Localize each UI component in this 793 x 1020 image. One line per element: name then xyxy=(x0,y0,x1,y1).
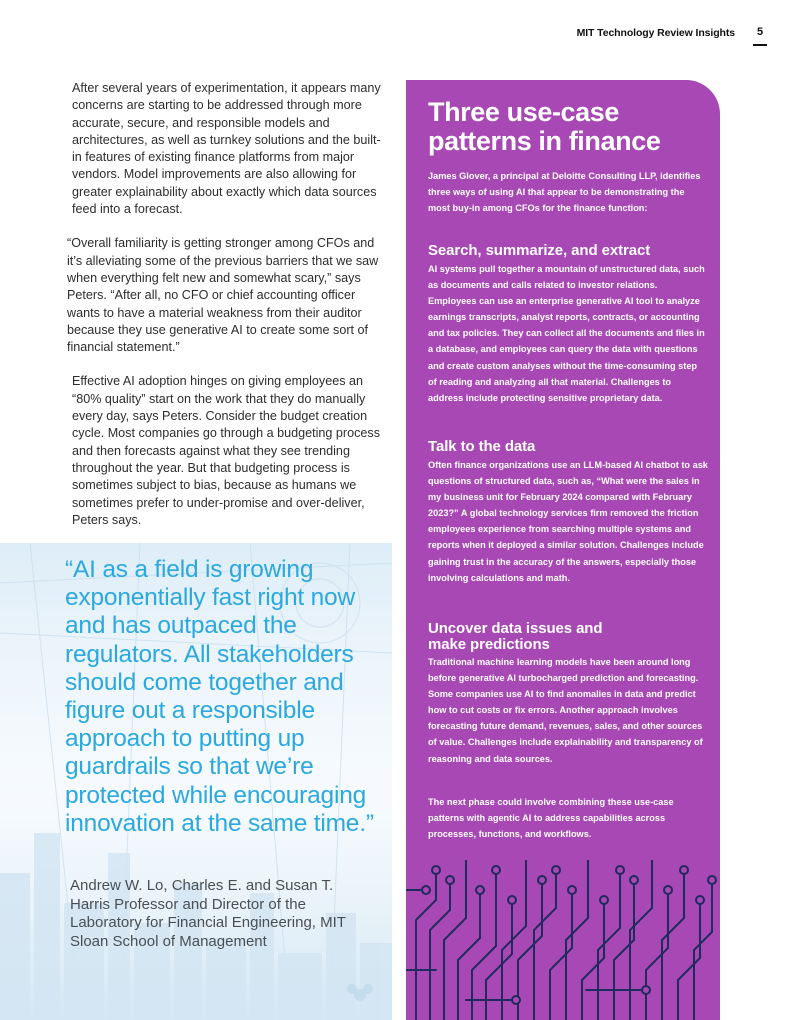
sidebar-body-search: AI systems pull together a mountain of unstructured data, such as documents and calls related to investor relations. Employees can use an enterprise generative AI tool to analyze earnings transcripts, analyst reports, contracts, or accounting and tax policies. They can collect all the documents and files in a database, and employees can query the data with questions and create custom analyses without the time-consuming step of reading and analyzing all that material. Challenges to address include protecting sensitive proprietary data. xyxy=(428,264,705,403)
body-paragraph: “Overall familiarity is getting stronger among CFOs and it’s alleviating some of the previous barriers that we saw when everything felt new and somewhat scary,” says Peters. “After all, no CFO or chief accounting officer wants to have a material weakness from their auditor because they use generative AI to create some sort of financial statement.” xyxy=(67,236,379,355)
pull-quote-attribution: Andrew W. Lo, Charles E. and Susan T. Harris Professor and Director of the Laboratory for Financial Engineering, MIT Sloan School of Management xyxy=(70,877,346,950)
body-paragraph: After several years of experimentation, it appears many concerns are starting to be addressed through more accurate, secure, and responsible models and architectures, as well as turnkey solutions and the built-in features of existing finance platforms from major vendors. Model improvements are also allowing for greater explainability about exactly which data sources feed into a forecast. xyxy=(72,81,381,217)
page-header xyxy=(577,26,767,46)
sidebar-heading-search: Search, summarize, and extract xyxy=(428,242,651,259)
body-paragraph: Effective AI adoption hinges on giving employees an “80% quality” start on the work that they do manually every day, says Peters. Consider the budget creation cycle. Most companies go through a budgeting process and then forecasts against what they see trending throughout the year. But that budgeting process is sometimes subject to bias, because as humans we sometimes prefer to under-promise and over-deliver, Peters says. xyxy=(72,374,381,527)
page-number: 5 xyxy=(756,26,764,38)
sidebar-title: Three use-case patterns in finance xyxy=(428,97,661,156)
page-number-rule xyxy=(753,44,767,46)
sidebar-heading-talk: Talk to the data xyxy=(428,438,536,455)
publication-name: MIT Technology Review Insights xyxy=(576,27,735,39)
sidebar-body-talk: Often finance organizations use an LLM-based AI chatbot to ask questions of structured data, such as, “What were the sales in my business unit for February 2024 compared with February 2023?” A global technology services firm removed the friction employees experience from searching multiple systems and reports when it deployed a similar solution. Challenges include gaining trust in the accuracy of the answers, especially those involving calculations and math. xyxy=(428,460,708,583)
sidebar-closing: The next phase could involve combining these use-case patterns with agentic AI to address capabilities across processes, functions, and workflows. xyxy=(428,797,674,840)
circuit-board-illustration xyxy=(406,860,720,1020)
pull-quote-text: “AI as a field is growing exponentially fast right now and has outpaced the regulators. All stakeholders should come together and figure out a responsible approach to putting up guardrails so that we’re protected while encouraging innovation at the same time.” xyxy=(65,556,374,837)
use-case-sidebar xyxy=(406,80,720,1020)
sidebar-intro: James Glover, a principal at Deloitte Consulting LLP, identifies three ways of using AI that appear to be demonstrating the most buy-in among CFOs for the finance function: xyxy=(428,171,701,214)
sidebar-heading-predict: Uncover data issues and make predictions xyxy=(428,620,603,653)
page-number-block xyxy=(753,26,767,46)
sidebar-body-predict: Traditional machine learning models have been around long before generative AI turbocharged prediction and forecasting. Some companies use AI to find anomalies in data and predict how to cut costs or fix errors. Another approach involves forecasting future demand, revenues, sales, and other sources of value. Challenges include explainability and transparency of reasoning and data sources. xyxy=(428,657,703,764)
article-body xyxy=(67,80,387,546)
